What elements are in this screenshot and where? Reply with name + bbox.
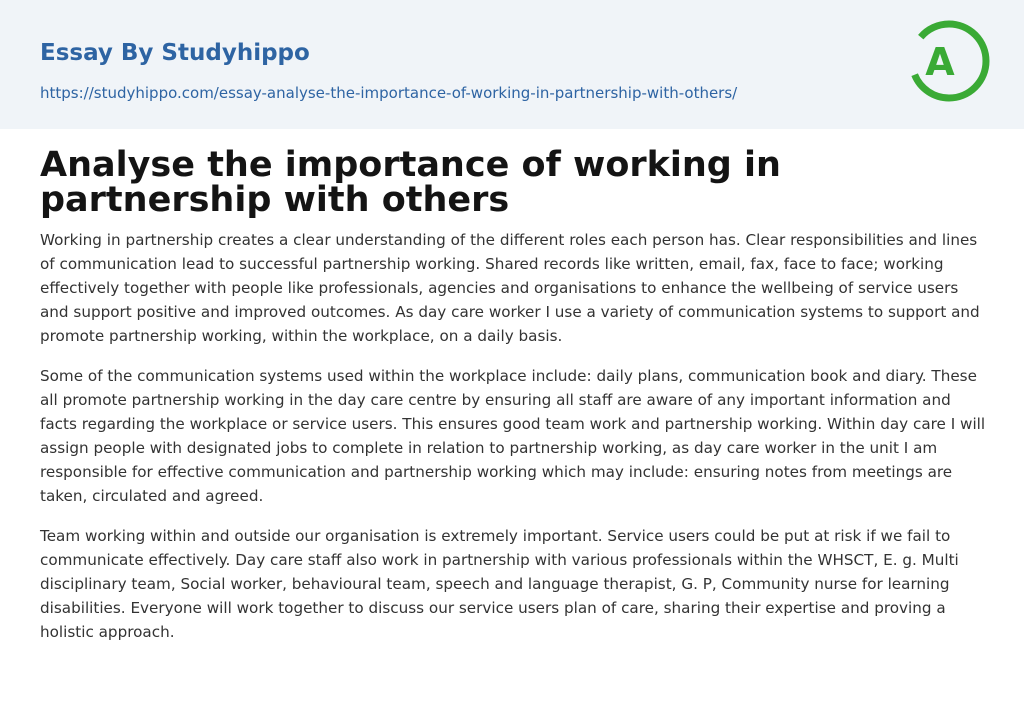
logo-letter: A [925,40,955,84]
essay-title: Analyse the importance of working in partnership with others [40,145,781,220]
essay-paragraph: Some of the communication systems used within the workplace include: daily plans, communication book and diary. These all promote partnership working in the day care centre by ensuring all staff are aware of any important information and facts regarding the workplace or service users. This ensures good team work and partnership working. Within day care I will assign people with designated jobs to complete in relation to partnership working, as day care worker in the unit I am responsible for effective communication and partnership working which may include: ensuring notes from meetings are taken, circulated and agreed. [40,367,986,505]
essay-body [40,228,988,660]
essay-url-link[interactable]: https://studyhippo.com/essay-analyse-the-importance-of-working-in-partnership-with-others/ [40,84,738,102]
site-title[interactable]: Essay By Studyhippo [40,40,310,66]
page-header [0,0,1024,129]
studyhippo-logo-icon[interactable] [904,16,994,106]
essay-paragraph: Working in partnership creates a clear understanding of the different roles each person has. Clear responsibilities and lines of communication lead to successful partnership working. Shared records like written, email, fax, face to face; working effectively together with people like professionals, agencies and organisations to enhance the wellbeing of service users and support positive and improved outcomes. As day care worker I use a variety of communication systems to support and promote partnership working, within the workplace, on a daily basis. [40,231,980,345]
essay-paragraph: Team working within and outside our organisation is extremely important. Service users could be put at risk if we fail to communicate effectively. Day care staff also work in partnership with various professionals within the WHSCT, E. g. Multi disciplinary team, Social worker, behavioural team, speech and language therapist, G. P, Community nurse for learning disabilities. Everyone will work together to discuss our service users plan of care, sharing their expertise and proving a holistic approach. [40,527,959,641]
